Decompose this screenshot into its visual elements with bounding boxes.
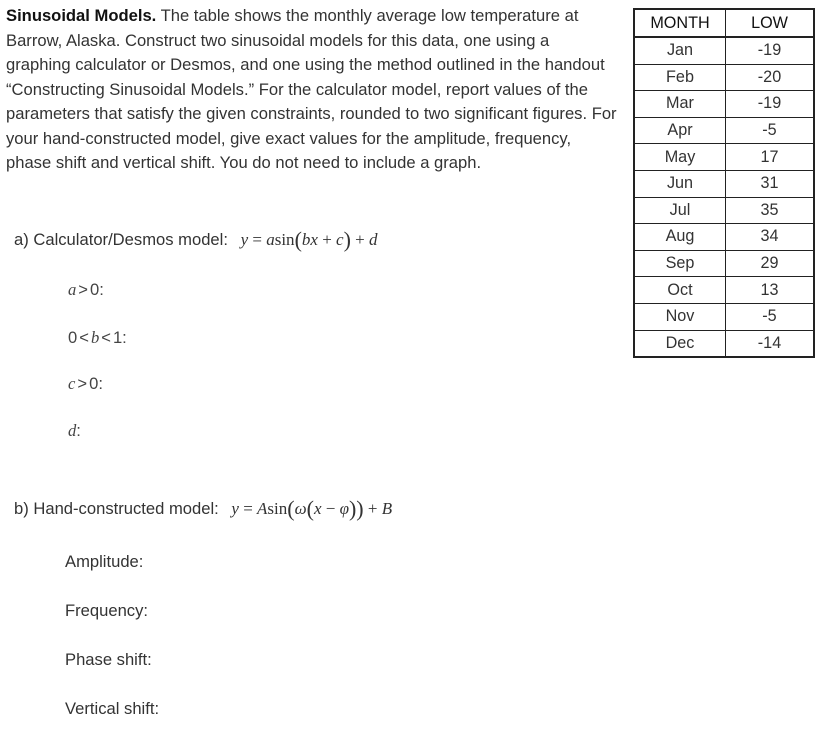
amplitude-label: Amplitude:	[65, 552, 144, 571]
low-cell: 31	[726, 170, 815, 197]
constraint-a-label: a > 0:	[68, 280, 104, 299]
temperature-table	[633, 8, 815, 358]
month-cell: Mar	[634, 91, 726, 118]
low-cell: -19	[726, 37, 815, 64]
constraint-c	[68, 374, 103, 394]
table-row	[634, 117, 814, 144]
constraint-c-label: c > 0:	[68, 374, 103, 393]
table-row	[634, 37, 814, 64]
low-cell: 17	[726, 144, 815, 171]
table-row	[634, 91, 814, 118]
table-row	[634, 170, 814, 197]
hand-model-equation: y = Asin(ω(x − φ)) + B	[231, 496, 393, 521]
part-b-label: b) Hand-constructed model:	[14, 499, 219, 518]
constraint-d-label: d:	[68, 421, 81, 440]
month-cell: Sep	[634, 250, 726, 277]
problem-title: Sinusoidal Models.	[6, 6, 157, 25]
low-cell: 35	[726, 197, 815, 224]
constraint-b	[68, 328, 127, 348]
phase-shift-label: Phase shift:	[65, 650, 152, 669]
problem-text: The table shows the monthly average low temperature at Barrow, Alaska. Construct two sinusoidal models for this data, one using a graphing calculator or Desmos, and one using the method outlined in the handout “Constructing Sinusoidal Models.” For the calculator model, report values of the parameters that satisfy the given constraints, rounded to two significant figures. For your hand-constructed model, give exact values for the amplitude, frequency, phase shift and vertical shift. You do not need to include a graph.	[6, 6, 617, 172]
problem-statement	[6, 4, 618, 176]
month-cell: Jul	[634, 197, 726, 224]
calculator-model-equation: y = asin(bx + c) + d	[240, 227, 378, 252]
table-row	[634, 330, 814, 357]
month-cell: Feb	[634, 64, 726, 91]
part-a-label: a) Calculator/Desmos model:	[14, 230, 228, 249]
table-row	[634, 277, 814, 304]
table-row	[634, 224, 814, 251]
table-header-row	[634, 9, 814, 37]
low-cell: -5	[726, 303, 815, 330]
month-cell: Dec	[634, 330, 726, 357]
constraint-b-label: 0 < b < 1:	[68, 328, 127, 347]
low-cell: -5	[726, 117, 815, 144]
table-row	[634, 144, 814, 171]
constraint-a	[68, 280, 104, 300]
part-b	[14, 496, 392, 522]
table-row	[634, 250, 814, 277]
table-row	[634, 303, 814, 330]
low-cell: -19	[726, 91, 815, 118]
low-cell: 34	[726, 224, 815, 251]
month-cell: Jun	[634, 170, 726, 197]
low-cell: -14	[726, 330, 815, 357]
month-cell: May	[634, 144, 726, 171]
table-row	[634, 197, 814, 224]
frequency-label: Frequency:	[65, 601, 149, 620]
month-cell: Nov	[634, 303, 726, 330]
constraint-d	[68, 421, 81, 441]
low-cell: -20	[726, 64, 815, 91]
month-column-header: MONTH	[634, 9, 726, 37]
low-column-header: LOW	[726, 9, 815, 37]
table-row	[634, 64, 814, 91]
low-cell: 13	[726, 277, 815, 304]
low-cell: 29	[726, 250, 815, 277]
part-a	[14, 227, 378, 253]
month-cell: Apr	[634, 117, 726, 144]
month-cell: Oct	[634, 277, 726, 304]
month-cell: Jan	[634, 37, 726, 64]
vertical-shift-label: Vertical shift:	[65, 699, 160, 718]
month-cell: Aug	[634, 224, 726, 251]
